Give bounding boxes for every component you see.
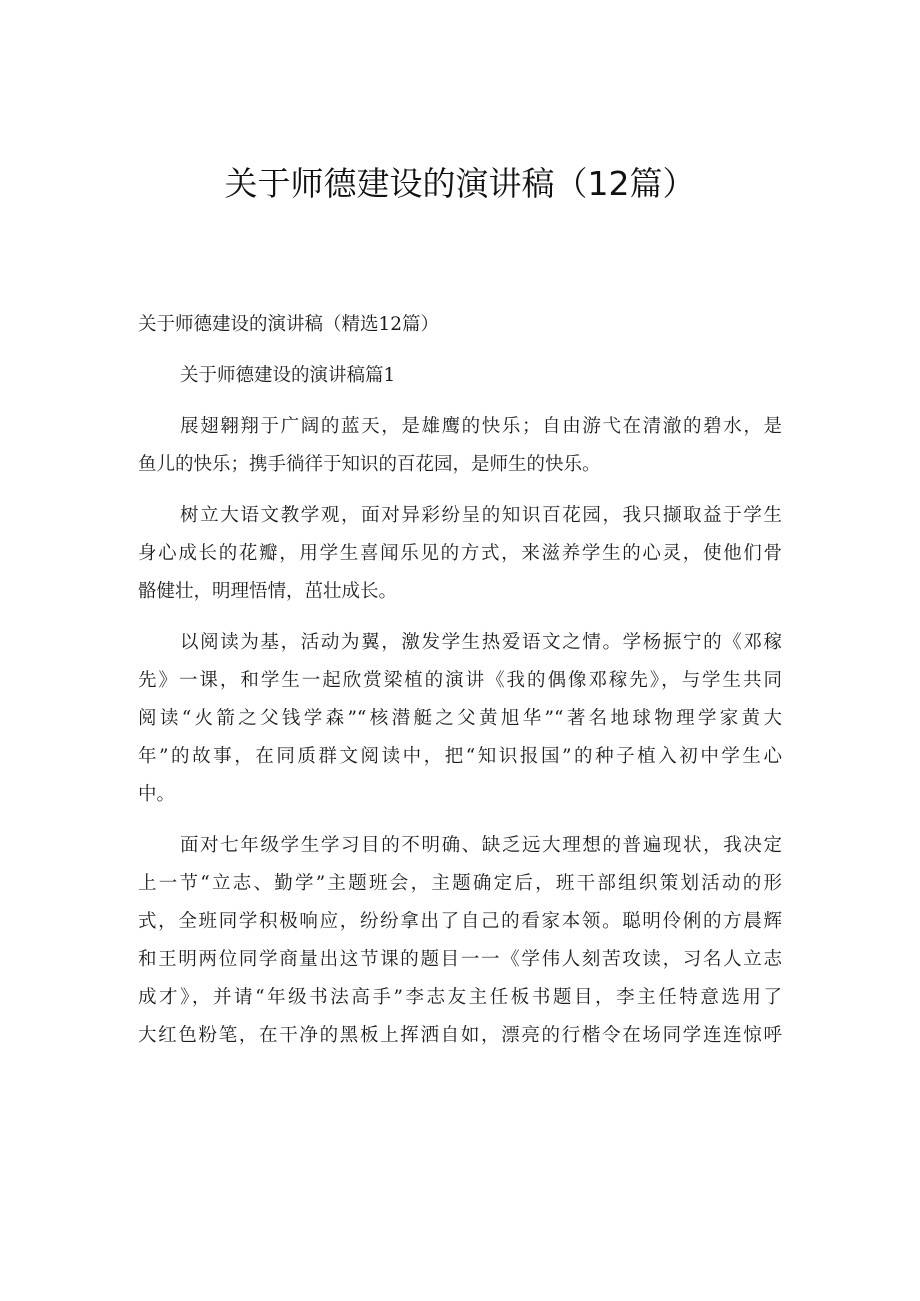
paragraph-line: 骼健壮，明理悟情，茁壮成长。 bbox=[138, 581, 398, 602]
paragraph-line: 年”的故事，在同质群文阅读中，把“知识报国”的种子植入初中学生心 bbox=[138, 746, 782, 767]
paragraph-line: 以阅读为基，活动为翼，激发学生热爱语文之情。学杨振宁的《邓稼 bbox=[180, 632, 782, 653]
paragraph-line: 和王明两位同学商量出这节课的题目一一《学伟人刻苦攻读，习名人立志 bbox=[138, 949, 782, 970]
paragraph bbox=[138, 497, 782, 611]
paragraph-line: 大红色粉笔，在干净的黑板上挥洒自如，漂亮的行楷令在场同学连连惊呼 bbox=[138, 1025, 782, 1046]
document-body bbox=[138, 306, 782, 1055]
paragraph-line: 阅读“火箭之父钱学森”“核潜艇之父黄旭华”“著名地球物理学家黄大 bbox=[138, 708, 782, 729]
paragraph-line: 中。 bbox=[138, 784, 176, 805]
paragraph-line: 式，全班同学积极响应，纷纷拿出了自己的看家本领。聪明伶俐的方晨辉 bbox=[138, 911, 782, 932]
paragraph-line: 展翅翱翔于广阔的蓝天，是雄鹰的快乐；自由游弋在清澈的碧水，是 bbox=[180, 416, 782, 437]
paragraph bbox=[138, 408, 782, 484]
paragraph bbox=[138, 624, 782, 814]
paragraph-line: 上一节“立志、勤学”主题班会，主题确定后，班干部组织策划活动的形 bbox=[138, 873, 782, 894]
paragraph bbox=[138, 827, 782, 1055]
paragraph-line: 成才》，并请“年级书法高手”李志友主任板书题目，李主任特意选用了 bbox=[138, 987, 782, 1008]
paragraph-line: 树立大语文教学观，面对异彩纷呈的知识百花园，我只撷取益于学生 bbox=[180, 505, 782, 526]
section-heading: 关于师德建设的演讲稿篇1 bbox=[180, 365, 396, 386]
paragraph-line: 先》一课，和学生一起欣赏梁植的演讲《我的偶像邓稼先》，与学生共同 bbox=[138, 670, 782, 691]
document-subtitle: 关于师德建设的演讲稿（精选12篇） bbox=[138, 314, 440, 335]
paragraph-line: 面对七年级学生学习目的不明确、缺乏远大理想的普遍现状，我决定 bbox=[180, 835, 782, 856]
paragraph-line: 身心成长的花瓣，用学生喜闻乐见的方式，来滋养学生的心灵，使他们骨 bbox=[138, 543, 782, 564]
paragraph-line: 鱼儿的快乐；携手徜徉于知识的百花园，是师生的快乐。 bbox=[138, 454, 601, 475]
document-title: 关于师德建设的演讲稿（12篇） bbox=[224, 164, 696, 203]
